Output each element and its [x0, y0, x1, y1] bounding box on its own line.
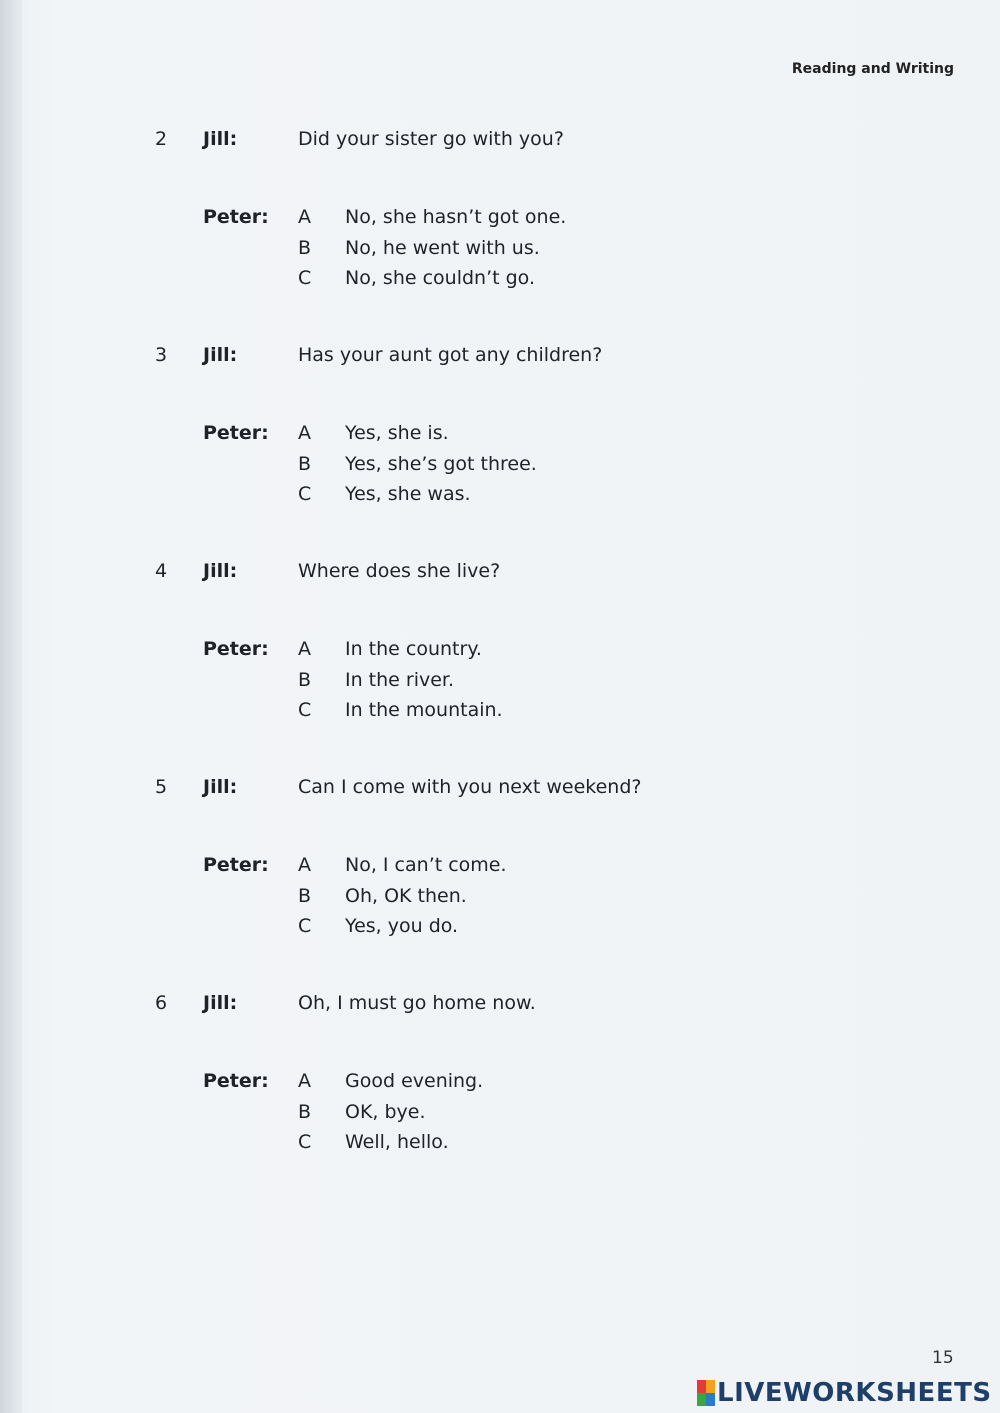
option-text: Yes, you do. [345, 915, 459, 937]
option-letter: A [298, 854, 311, 876]
speaker-jill: Jill: [203, 344, 238, 366]
question-number: 3 [155, 344, 168, 366]
option-letter: B [298, 885, 312, 907]
option-letter: C [298, 267, 312, 289]
option-letter: A [298, 206, 311, 228]
option-text: In the country. [345, 638, 482, 660]
option-letter: B [298, 237, 312, 259]
question-number: 2 [155, 128, 168, 150]
speaker-jill: Jill: [203, 776, 238, 798]
option-letter: C [298, 1131, 312, 1153]
option-letter: C [298, 699, 312, 721]
question-number: 6 [155, 992, 168, 1014]
option-letter: B [298, 669, 312, 691]
speaker-jill: Jill: [203, 128, 238, 150]
liveworksheets-brand[interactable] [697, 1378, 992, 1408]
page-number: 15 [932, 1348, 954, 1368]
option-letter: A [298, 422, 311, 444]
option-text: No, I can’t come. [345, 854, 507, 876]
speaker-jill: Jill: [203, 560, 238, 582]
speaker-peter: Peter: [203, 638, 269, 660]
question-number: 4 [155, 560, 168, 582]
liveworksheets-logo-icon [697, 1380, 715, 1406]
option-letter: B [298, 1101, 312, 1123]
option-text: No, she couldn’t go. [345, 267, 535, 289]
option-text: OK, bye. [345, 1101, 426, 1123]
option-letter: A [298, 638, 311, 660]
question-text: Did your sister go with you? [298, 128, 564, 150]
question-number: 5 [155, 776, 168, 798]
page-binding-shadow [0, 0, 22, 1413]
question-text: Has your aunt got any children? [298, 344, 603, 366]
speaker-peter: Peter: [203, 1070, 269, 1092]
speaker-jill: Jill: [203, 992, 238, 1014]
option-text: Oh, OK then. [345, 885, 467, 907]
speaker-peter: Peter: [203, 854, 269, 876]
option-text: In the river. [345, 669, 455, 691]
option-text: Yes, she is. [345, 422, 449, 444]
question-text: Oh, I must go home now. [298, 992, 536, 1014]
question-text: Can I come with you next weekend? [298, 776, 642, 798]
section-header: Reading and Writing [791, 61, 954, 77]
brand-name: LIVEWORKSHEETS [717, 1378, 992, 1408]
speaker-peter: Peter: [203, 206, 269, 228]
option-text: Good evening. [345, 1070, 484, 1092]
option-letter: B [298, 453, 312, 475]
option-letter: C [298, 483, 312, 505]
speaker-peter: Peter: [203, 422, 269, 444]
option-letter: A [298, 1070, 311, 1092]
option-text: No, she hasn’t got one. [345, 206, 567, 228]
option-text: Yes, she was. [345, 483, 471, 505]
option-text: In the mountain. [345, 699, 503, 721]
question-text: Where does she live? [298, 560, 501, 582]
option-text: No, he went with us. [345, 237, 540, 259]
option-text: Yes, she’s got three. [345, 453, 537, 475]
option-text: Well, hello. [345, 1131, 449, 1153]
option-letter: C [298, 915, 312, 937]
